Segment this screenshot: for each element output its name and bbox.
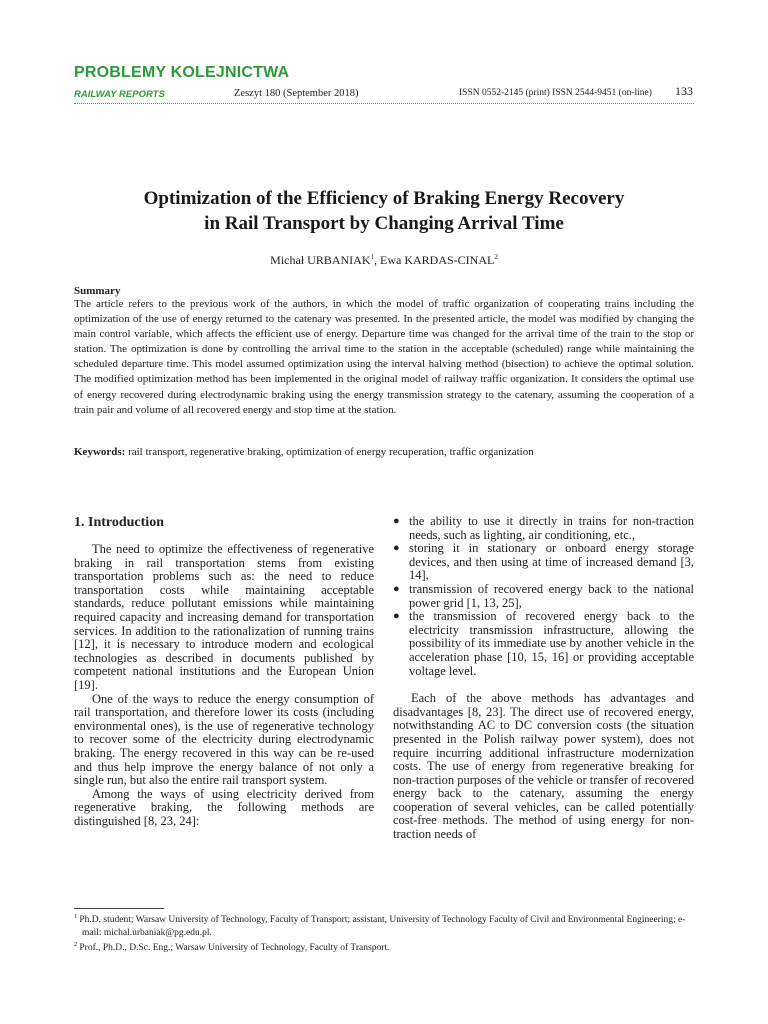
list-item: [393, 583, 694, 610]
bullet-icon: ●: [393, 582, 400, 595]
list-item: [393, 610, 694, 678]
author-list: [74, 253, 694, 268]
list-item-text: storing it in stationary or onboard energy storage devices, and then using at time of increased demand [3, 14],: [409, 541, 694, 583]
footnote-1: [74, 911, 694, 939]
bullet-icon: ●: [393, 542, 400, 555]
left-column: [74, 543, 374, 828]
list-item-text: transmission of recovered energy back to the national power grid [1, 13, 25],: [409, 581, 694, 610]
paragraph: Each of the above methods has advantages and disadvantages [8, 23]. The direct use of recovered energy, notwithstanding AC to DC conversion costs (the situation presented in the Polish railway power system), does not require incurring additional infrastructure modernization costs. The use of energy from regenerative breaking for non-traction purposes of the vehicle or transfer of recovered energy back to the catenary, assuming the energy cooperation of several vehicles, can be called potentially cost-free methods. The method of using energy for non-traction needs of: [393, 691, 694, 842]
footnote-divider: [74, 908, 164, 909]
footnote-mark: 2: [74, 942, 77, 949]
keywords-label: Keywords:: [74, 446, 126, 458]
author-1: Michał URBANIAK: [270, 253, 371, 267]
footnote-text: Ph.D. student; Warsaw University of Technology, Faculty of Transport; assistant, University of Technology Faculty of Civil and Environmental Engineering; e-mail: michal.urbaniak@pg.edu.pl.: [77, 915, 686, 938]
article-title: [74, 186, 694, 236]
footnote-mark: 1: [74, 914, 77, 920]
list-item-text: the ability to use it directly in trains for non-traction needs, such as lighting, air conditioning, etc.,: [409, 514, 694, 542]
journal-name: PROBLEMY KOLEJNICTWA: [74, 64, 290, 81]
list-item: [393, 542, 694, 583]
paragraph: Among the ways of using electricity derived from regenerative braking, the following methods are distinguished [8, 23, 24]:: [74, 786, 374, 828]
paragraph: One of the ways to reduce the energy consumption of rail transportation, and therefore lower its costs (including environmental ones), is the use of regenerative technology to recover some of the electricity during electrodynamic braking. The energy recovered in this way can be re-used and thus help improve the energy balance of not only a single run, but also the entire rail transport system.: [74, 691, 374, 788]
list-item: [393, 515, 694, 542]
header-divider: [74, 103, 694, 104]
author-1-footnote-mark: 1: [370, 253, 374, 261]
footnotes: [74, 911, 694, 955]
title-line-1: Optimization of the Efficiency of Braking Energy Recovery: [143, 188, 625, 209]
right-column: [393, 515, 694, 842]
summary-text: The article refers to the previous work of the authors, in which the model of traffic organization of cooperating trains including the optimization of the use of energy returned to the catenary was presented. In the presented article, the model was modified by changing the main control variable, which affects the efficient use of energy. Departure time was changed for the arrival time of the train to the stop or station. The optimization is done by controlling the arrival time to the station in the acceptable (scheduled) range while maintaining the scheduled departure time. This model assumed optimization using the interval halving method (bisection) to achieve the optimal solution. The modified optimization method has been implemented in the original model of railway traffic organization. It considers the optimal use of energy recovered during electrodynamic braking using the energy transmission strategy to the catenary, assuming the cooperation of a train pair and volume of all recovered energy and stop time at the station.: [74, 298, 694, 416]
section-heading-introduction: 1. Introduction: [74, 515, 164, 530]
author-separator: ,: [374, 253, 380, 267]
keywords: [74, 445, 694, 459]
issn-info: ISSN 0552-2145 (print) ISSN 2544-9451 (on-line): [459, 88, 652, 98]
issue-info: Zeszyt 180 (September 2018): [234, 88, 359, 99]
author-2: Ewa KARDAS-CINAL: [380, 253, 495, 267]
keywords-text: rail transport, regenerative braking, optimization of energy recuperation, traffic organization: [125, 446, 534, 458]
title-line-2: in Rail Transport by Changing Arrival Time: [204, 213, 564, 234]
running-header: [74, 86, 694, 104]
footnote-2: [74, 939, 694, 955]
methods-list: [393, 515, 694, 678]
journal-subtitle: RAILWAY REPORTS: [74, 89, 165, 100]
footnote-text: Prof., Ph.D., D.Sc. Eng.; Warsaw University of Technology, Faculty of Transport.: [77, 943, 390, 954]
author-2-footnote-mark: 2: [494, 253, 498, 261]
paragraph: The need to optimize the effectiveness of regenerative braking in rail transportation stems from existing transportation problems such as: the need to reduce transportation costs while maintaining acceptable standards, reduce pollutant emissions while maintaining required capacity and increasing demand for transportation services. In addition to the rationalization of running trains [12], it is necessary to introduce modern and ecological technologies as described in documents published by competent national institutions and the European Union [19].: [74, 542, 374, 692]
page-number: 133: [675, 84, 693, 98]
bullet-icon: ●: [393, 515, 400, 527]
summary-heading: Summary: [74, 285, 121, 297]
list-item-text: the transmission of recovered energy back to the electricity transmission infrastructure, allowing the possibility of its immediate use by another vehicle in the acceleration phase [10, 15, 16] or providing acceptable voltage level.: [409, 609, 694, 678]
bullet-icon: ●: [393, 610, 400, 623]
